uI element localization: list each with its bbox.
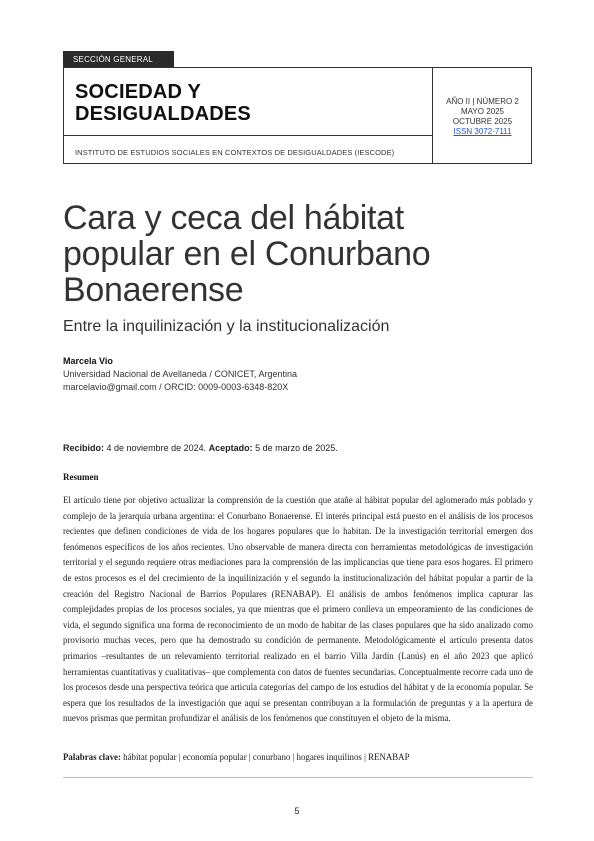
article-dates (63, 443, 338, 453)
accepted-label: Aceptado: (208, 443, 253, 453)
author-block (63, 355, 297, 394)
issue-info (433, 97, 532, 137)
article-subtitle: Entre la inquilinización y la institucionalización (63, 318, 390, 335)
accepted-date: 5 de marzo de 2025. (255, 443, 338, 453)
divider (63, 777, 533, 778)
received-date: 4 de noviembre de 2024. (106, 443, 207, 453)
page-number: 5 (294, 806, 300, 816)
received-label: Recibido: (63, 443, 105, 453)
keywords-label: Palabras clave: (63, 752, 121, 762)
article-title-line: Bonaerense (63, 271, 244, 309)
abstract-text: El artículo tiene por objetivo actualizar la comprensión de la cuestión que atañe al hábitat popular del aglomerado más poblado y complejo de la jerarquía urbana argentina: el Conurbano Bonaerense. El interés principal está puesto en el análisis de los procesos recientes que definen condiciones de vida de los hogares populares que lo habitan. De la investigación territorial emergen dos fenómenos específicos de los años recientes. Uno observable de manera directa con herramientas metodológicas de investigación territorial y el segundo requiere otras mediaciones para la comprensión de las implicancias que tiene para esos hogares. El primero de estos procesos es el del crecimiento de la inquilinización y el segundo la institucionalización del hábitat popular a partir de la creación del Registro Nacional de Barrios Populares (RENABAP). El análisis de ambos fenómenos implica capturar las complejidades propias de los procesos sociales, ya que mientras que el primero conlleva un empeoramiento de las condiciones de vida, el segundo significa una forma de reconocimiento de un modo de habitar de las clases populares que ha sido analizado como provisorio muchas veces, pero que ha demostrado su condición de permanente. Metodológicamente el artículo presenta datos primarios –resultantes de un relevamiento territorial realizado en el barrio Villa Jardín (Lanús) en el año 2023 que aplicó herramientas cuantitativas y cualitativas– que complementa con datos de fuentes secundarias. Conceptualmente recorre cada uno de los procesos desde una perspectiva teórica que articula categorías del campo de los estudios del hábitat y de la economía popular. Se espera que los resultados de la investigación que aquí se presentan contribuyan a la formulación de preguntas y a la apertura de nuevos prismas que permitan profundizar el análisis de los fenómenos que constituyen el objeto de la misma. (63, 495, 533, 724)
issue-volume-number: AÑO II | NÚMERO 2 (446, 97, 519, 106)
issn-link[interactable]: ISSN 3072-7111 (453, 127, 512, 136)
article-title-line: Cara y ceca del hábitat (63, 199, 404, 237)
section-tab: SECCIÓN GENERAL (63, 51, 174, 68)
journal-title (75, 81, 405, 125)
author-name: Marcela Vio (63, 356, 113, 366)
article-title (63, 200, 533, 308)
author-contact: marcelavio@gmail.com / ORCID: 0009-0003-6348-820X (63, 382, 289, 392)
institute-name: INSTITUTO DE ESTUDIOS SOCIALES EN CONTEXTOS DE DESIGUALDADES (IESCODE) (75, 148, 395, 157)
author-affiliation: Universidad Nacional de Avellaneda / CONICET, Argentina (63, 369, 297, 379)
keywords-values: hábitat popular | economía popular | conurbano | hogares inquilinos | RENABAP (123, 752, 410, 762)
journal-masthead (63, 67, 532, 164)
masthead-divider (64, 135, 432, 136)
journal-title-line: SOCIEDAD Y (75, 81, 202, 103)
abstract-heading: Resumen (63, 472, 99, 482)
journal-title-line: DESIGUALDADES (75, 103, 251, 125)
issue-period-start: MAYO 2025 (461, 107, 504, 116)
article-title-line: popular en el Conurbano (63, 235, 431, 273)
issue-period-end: OCTUBRE 2025 (452, 117, 513, 126)
keywords (63, 752, 533, 762)
